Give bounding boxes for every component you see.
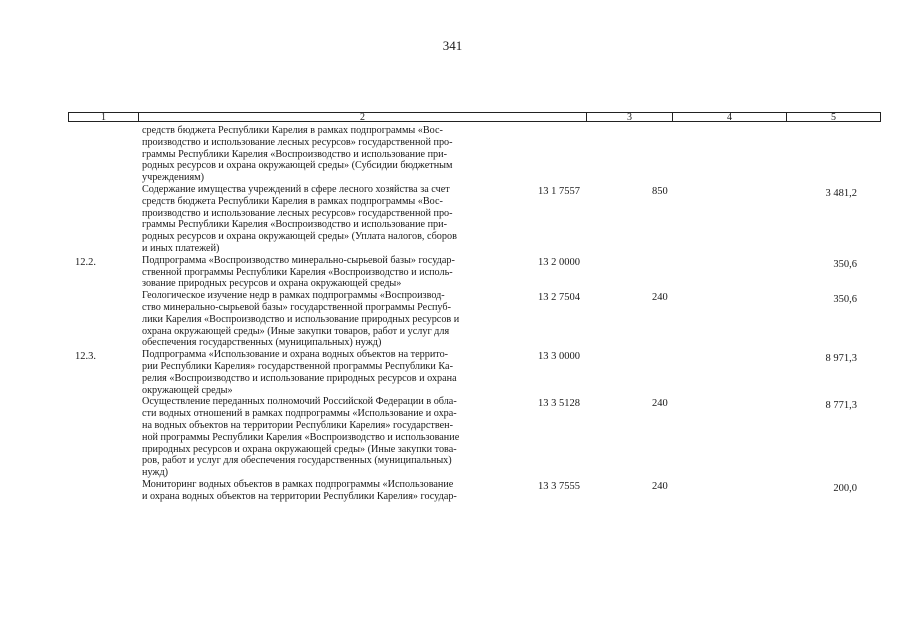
description-line: ной программы Республики Карелия «Воспроизводство и использование: [142, 431, 460, 443]
row-description: [142, 255, 514, 290]
row-sum: 350,6: [833, 258, 857, 270]
row-sum: 8 971,3: [825, 353, 857, 365]
row-description: [142, 479, 514, 503]
row-description: [142, 349, 514, 396]
row-number: 12.2.: [75, 256, 96, 268]
row-sum: 3 481,2: [825, 187, 857, 199]
description-line: производство и использование лесных ресурсов» государственной про-: [142, 136, 453, 148]
description-line: охрана окружающей среды» (Иные закупки товаров, работ и услуг для: [142, 325, 450, 337]
description-line: Осуществление переданных полномочий Российской Федерации в обла-: [142, 396, 457, 408]
row-description: [142, 290, 514, 349]
row-code: 13 2 0000: [538, 256, 580, 268]
description-line: природных ресурсов и охрана окружающей среды» (Иные закупки това-: [142, 443, 457, 455]
description-line: лики Карелия «Воспроизводство и использование природных ресурсов и: [142, 313, 460, 325]
table-row: [0, 184, 905, 255]
row-code: 13 3 0000: [538, 351, 580, 363]
row-code: 13 1 7557: [538, 185, 580, 197]
row-expense-type: 240: [652, 292, 668, 304]
table-row: [0, 396, 905, 479]
description-line: рии Республики Карелия» государственной программы Республики Ка-: [142, 360, 453, 372]
description-line: Подпрограмма «Воспроизводство минерально-сырьевой базы» государ-: [142, 254, 455, 266]
row-code: 13 3 5128: [538, 398, 580, 410]
header-col-2: 2: [139, 113, 587, 121]
description-line: Геологическое изучение недр в рамках подпрограммы «Воспроизвод-: [142, 290, 445, 302]
table-header: [68, 112, 881, 122]
description-line: Мониторинг водных объектов в рамках подпрограммы «Использование: [142, 478, 454, 490]
description-line: обеспечения государственных (муниципальных) нужд): [142, 337, 382, 349]
table-row: [0, 479, 905, 503]
page-number: 341: [442, 38, 463, 53]
description-line: родных ресурсов и охрана окружающей среды» (Субсидии бюджетным: [142, 160, 453, 172]
header-col-3: 3: [587, 113, 673, 121]
description-line: нужд): [142, 467, 169, 479]
description-line: Содержание имущества учреждений в сфере лесного хозяйства за счет: [142, 183, 450, 195]
row-sum: 350,6: [833, 294, 857, 306]
description-line: ственной программы Республики Карелия «Воспроизводство и исполь-: [142, 266, 453, 278]
row-description: [142, 125, 514, 184]
description-line: зование природных ресурсов и охрана окружающей среды»: [142, 278, 402, 290]
row-code: 13 3 7555: [538, 480, 580, 492]
description-line: граммы Республики Карелия «Воспроизводство и использование при-: [142, 148, 447, 160]
description-line: граммы Республики Карелия «Воспроизводство и использование при-: [142, 219, 447, 231]
description-line: и охрана водных объектов на территории Республики Карелия» государ-: [142, 490, 457, 502]
description-line: релия «Воспроизводство и использование природных ресурсов и охрана: [142, 372, 457, 384]
row-sum: 200,0: [833, 482, 857, 494]
table-row: [0, 290, 905, 349]
description-line: производство и использование лесных ресурсов» государственной про-: [142, 207, 453, 219]
description-line: средств бюджета Республики Карелия в рамках подпрограммы «Вос-: [142, 125, 443, 136]
description-line: учреждениям): [142, 172, 205, 184]
table-row: [0, 255, 905, 290]
row-description: [142, 396, 514, 479]
description-line: сти водных отношений в рамках подпрограммы «Использование и охра-: [142, 408, 457, 420]
header-col-4: 4: [673, 113, 787, 121]
description-line: ров, работ и услуг для обеспечения государственных (муниципальных): [142, 455, 452, 467]
row-description: [142, 184, 514, 255]
table-body: [0, 125, 905, 503]
row-expense-type: 240: [652, 480, 668, 492]
row-expense-type: 850: [652, 185, 668, 197]
description-line: ство минерально-сырьевой базы» государственной программы Респуб-: [142, 301, 451, 313]
row-code: 13 2 7504: [538, 292, 580, 304]
header-col-5: 5: [831, 113, 836, 121]
row-sum: 8 771,3: [825, 400, 857, 412]
header-col-1: 1: [69, 113, 139, 121]
table-row: [0, 125, 905, 184]
description-line: на водных объектов на территории Республики Карелия» государствен-: [142, 419, 453, 431]
description-line: Подпрограмма «Использование и охрана водных объектов на террито-: [142, 349, 449, 361]
description-line: родных ресурсов и охрана окружающей среды» (Уплата налогов, сборов: [142, 231, 457, 243]
description-line: средств бюджета Республики Карелия в рамках подпрограммы «Вос-: [142, 195, 443, 207]
table-row: [0, 349, 905, 396]
description-line: и иных платежей): [142, 242, 220, 254]
description-line: окружающей среды»: [142, 384, 233, 396]
row-number: 12.3.: [75, 351, 96, 363]
row-expense-type: 240: [652, 398, 668, 410]
